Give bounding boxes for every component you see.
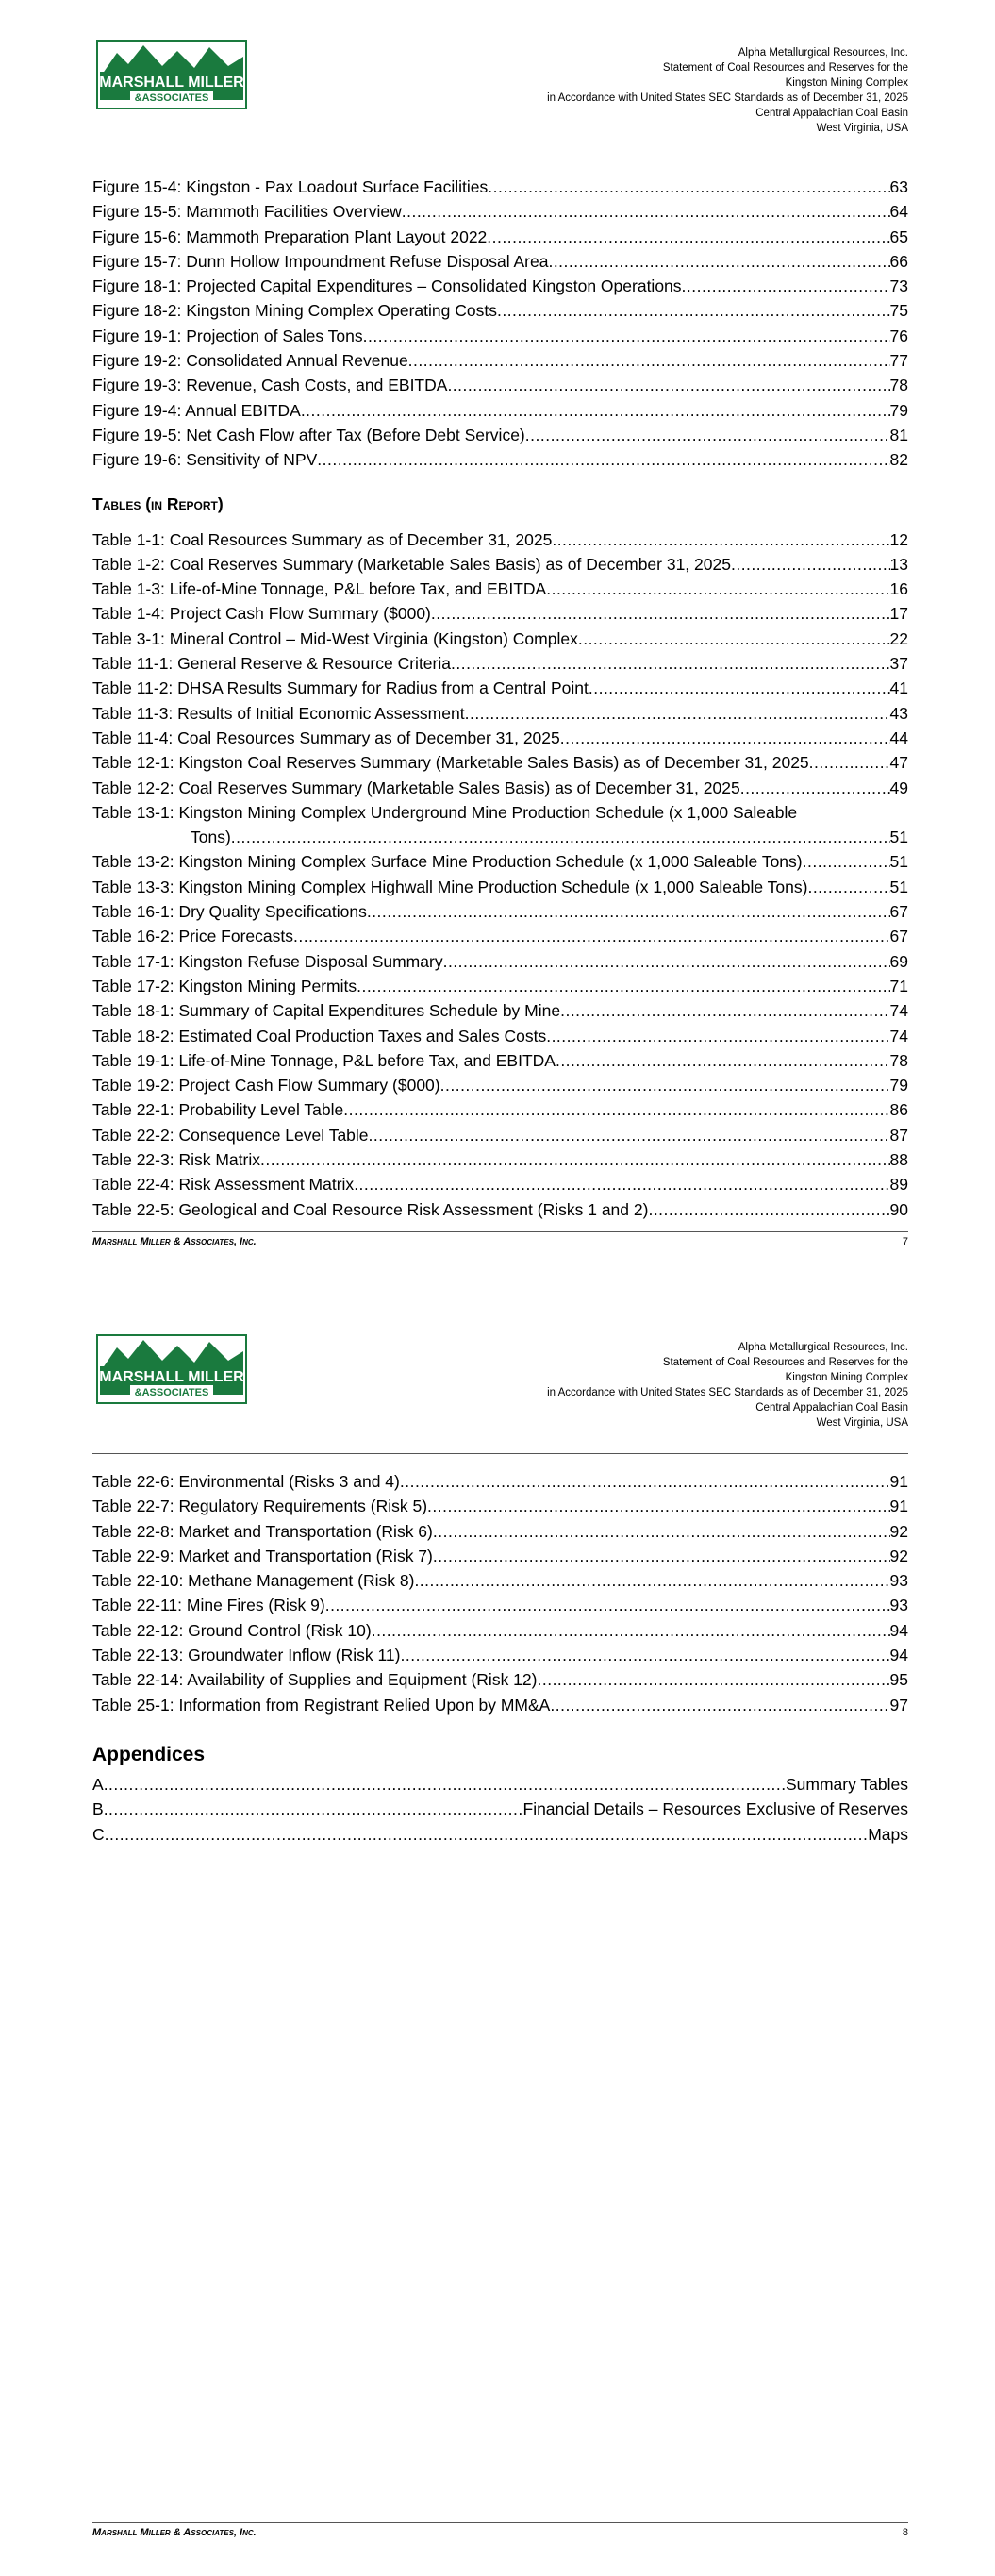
toc-entry-page: 97 — [889, 1695, 908, 1715]
leader-dots — [560, 998, 889, 1023]
toc-entry-label: Figure 18-2: Kingston Mining Complex Operating Costs — [92, 301, 497, 321]
toc-entry-label: Table 22-3: Risk Matrix — [92, 1149, 260, 1169]
toc-entry-page: 94 — [889, 1620, 908, 1640]
toc-entry[interactable] — [92, 875, 908, 899]
toc-entry[interactable] — [92, 324, 908, 348]
toc-entry-page: 37 — [889, 654, 908, 674]
leader-dots — [357, 974, 889, 998]
toc-entry[interactable] — [92, 298, 908, 323]
toc-entry[interactable] — [92, 1172, 908, 1196]
leader-dots — [497, 298, 890, 323]
toc-entry-label: Figure 19-4: Annual EBITDA — [92, 400, 301, 420]
leader-dots — [431, 601, 890, 626]
toc-entry-label: Table 22-11: Mine Fires (Risk 9) — [92, 1596, 325, 1615]
header-line: Statement of Coal Resources and Reserves for the — [662, 62, 908, 74]
toc-entry-page: Maps — [868, 1824, 908, 1844]
header-line: Central Appalachian Coal Basin — [755, 108, 908, 119]
toc-entry[interactable] — [92, 676, 908, 700]
leader-dots — [354, 1172, 889, 1196]
toc-entry-page: 87 — [889, 1125, 908, 1145]
toc-entry-page: 94 — [889, 1646, 908, 1665]
toc-entry-page: 41 — [889, 678, 908, 698]
leader-dots — [550, 1693, 889, 1717]
toc-entry-label: Table 22-1: Probability Level Table — [92, 1100, 344, 1120]
toc-entry-page: 81 — [889, 425, 908, 444]
leader-dots — [433, 1544, 890, 1568]
leader-dots — [809, 750, 890, 775]
toc-entry-label: Table 22-9: Market and Transportation (Risk 7) — [92, 1546, 433, 1565]
toc-entry[interactable] — [92, 1073, 908, 1097]
toc-entry-page: 17 — [889, 604, 908, 624]
toc-entry-page: 88 — [889, 1149, 908, 1169]
toc-entry-page: 89 — [889, 1175, 908, 1195]
toc-entry[interactable] — [92, 1797, 908, 1821]
tables-list — [92, 1469, 908, 1717]
tables-list — [92, 849, 908, 1221]
toc-entry-page: 43 — [889, 703, 908, 723]
toc-entry-page: 73 — [889, 276, 908, 296]
toc-entry[interactable] — [92, 527, 908, 552]
leader-dots — [104, 1797, 523, 1821]
toc-entry-label: Table 11-3: Results of Initial Economic Assessment — [92, 703, 465, 723]
toc-entry-page: 64 — [889, 202, 908, 222]
toc-entry-label: Table 22-13: Groundwater Inflow (Risk 11) — [92, 1646, 401, 1665]
leader-dots — [560, 726, 890, 750]
page-8 — [0, 1295, 995, 2576]
toc-entry-page: 71 — [889, 976, 908, 995]
toc-entry-label: Table 1-2: Coal Reserves Summary (Marketable Sales Basis) as of December 31, 2025 — [92, 554, 731, 574]
toc-entry[interactable] — [92, 1667, 908, 1692]
toc-entry-page: 51 — [889, 852, 908, 872]
leader-dots — [363, 324, 890, 348]
toc-entry-continued[interactable] — [92, 825, 908, 849]
toc-entry[interactable] — [92, 1544, 908, 1568]
mma-logo — [96, 40, 247, 109]
toc-entry[interactable] — [92, 899, 908, 924]
toc-entry-page: 86 — [889, 1100, 908, 1120]
leader-dots — [372, 1618, 890, 1643]
toc-entry[interactable] — [92, 726, 908, 750]
toc-entry-page: 92 — [889, 1521, 908, 1541]
toc-entry-label: Figure 19-6: Sensitivity of NPV — [92, 450, 318, 470]
toc-entry-label: Table 12-1: Kingston Coal Reserves Summary (Marketable Sales Basis) as of December 31, 2025 — [92, 753, 809, 773]
leader-dots — [487, 225, 889, 249]
leader-dots — [293, 924, 890, 948]
toc-entry-label: Table 1-4: Project Cash Flow Summary ($000) — [92, 604, 431, 624]
leader-dots — [803, 849, 890, 874]
logo-text-top: MARSHALL MILLER — [99, 1369, 244, 1385]
toc-entry-page: 91 — [889, 1497, 908, 1516]
toc-entry-page: 90 — [889, 1199, 908, 1219]
leader-dots — [731, 552, 890, 577]
toc-entry-page: 82 — [889, 450, 908, 470]
toc-entry-label: Table 1-3: Life-of-Mine Tonnage, P&L before Tax, and EBITDA — [92, 579, 547, 599]
toc-entry-label: Table 16-2: Price Forecasts — [92, 927, 294, 946]
toc-entry-label: Table 17-1: Kingston Refuse Disposal Summary — [92, 951, 443, 971]
toc-entry-page: 75 — [889, 301, 908, 321]
toc-entry[interactable] — [92, 924, 908, 948]
leader-dots — [105, 1822, 869, 1847]
toc-entry-label: Table 13-2: Kingston Mining Complex Surface Mine Production Schedule (x 1,000 Saleable Tons) — [92, 852, 803, 872]
toc-entry[interactable] — [92, 1469, 908, 1494]
leader-dots — [546, 577, 889, 601]
header-line: Kingston Mining Complex — [785, 77, 908, 89]
leader-dots — [648, 1197, 889, 1222]
leader-dots — [546, 1024, 889, 1048]
toc-entry-label: Table 13-3: Kingston Mining Complex Highwall Mine Production Schedule (x 1,000 Saleable Tons) — [92, 877, 808, 896]
toc-entry-page: 77 — [889, 351, 908, 371]
toc-entry-page: 65 — [889, 226, 908, 246]
toc-entry-page: 78 — [889, 376, 908, 395]
logo-text-bottom: &ASSOCIATES — [134, 1387, 209, 1398]
leader-dots — [369, 1123, 890, 1147]
header-line: Statement of Coal Resources and Reserves for the — [662, 1357, 908, 1368]
toc-entry[interactable] — [92, 750, 908, 775]
leader-dots — [400, 1469, 890, 1494]
toc-entry-page: Financial Details – Resources Exclusive of Reserves — [522, 1799, 908, 1819]
logo-text-bottom: &ASSOCIATES — [134, 92, 209, 104]
toc-entry[interactable] — [92, 1693, 908, 1717]
leader-dots — [488, 175, 889, 199]
toc-entry-label: Figure 19-1: Projection of Sales Tons — [92, 326, 363, 345]
toc-entry[interactable] — [92, 274, 908, 298]
leader-dots — [552, 527, 889, 552]
page-number: 7 — [902, 1236, 908, 1247]
tables-list — [92, 527, 908, 800]
toc-entry-label: Table 22-4: Risk Assessment Matrix — [92, 1175, 355, 1195]
toc-entry-label: C — [92, 1824, 105, 1844]
toc-entry-page: 44 — [889, 728, 908, 747]
toc-entry-label: Table 18-2: Estimated Coal Production Taxes and Sales Costs — [92, 1026, 547, 1045]
toc-entry-label: Table 22-2: Consequence Level Table — [92, 1125, 369, 1145]
toc-entry[interactable] — [92, 1097, 908, 1122]
toc-entry[interactable] — [92, 1048, 908, 1073]
toc-entry[interactable] — [92, 949, 908, 974]
leader-dots — [231, 825, 890, 849]
leader-dots — [427, 1494, 890, 1518]
toc-entry-label: B — [92, 1799, 104, 1819]
leader-dots — [451, 651, 890, 676]
toc-entry[interactable] — [92, 1494, 908, 1518]
toc-entry-label: Table 16-1: Dry Quality Specifications — [92, 902, 367, 922]
leader-dots — [260, 1147, 890, 1172]
toc-entry[interactable] — [92, 1618, 908, 1643]
leader-dots — [317, 447, 889, 472]
toc-entry[interactable] — [92, 1772, 908, 1797]
leader-dots — [525, 423, 890, 447]
toc-entry-label: Table 19-1: Life-of-Mine Tonnage, P&L before Tax, and EBITDA — [92, 1050, 556, 1070]
toc-entry[interactable] — [92, 447, 908, 472]
appendices-list — [92, 1772, 908, 1847]
leader-dots — [104, 1772, 786, 1797]
toc-entry-label: Table 11-4: Coal Resources Summary as of December 31, 2025 — [92, 728, 560, 747]
toc-entry-label: Figure 19-3: Revenue, Cash Costs, and EBITDA — [92, 376, 448, 395]
toc-entry-page: Summary Tables — [785, 1774, 908, 1794]
leader-dots — [325, 1593, 890, 1617]
toc-entry-label: Table 22-12: Ground Control (Risk 10) — [92, 1620, 372, 1640]
toc-entry[interactable] — [92, 225, 908, 249]
header-line: in Accordance with United States SEC Standards as of December 31, 2025 — [547, 1387, 908, 1398]
toc-entry-label: Table 13-1: Kingston Mining Complex Underground Mine Production Schedule (x 1,000 Saleable — [92, 802, 798, 822]
leader-dots — [682, 274, 890, 298]
page-number: 8 — [902, 2527, 908, 2538]
header-line: West Virginia, USA — [816, 123, 908, 134]
toc-entry-label: Figure 19-2: Consolidated Annual Revenue — [92, 351, 408, 371]
toc-entry-page: 93 — [889, 1596, 908, 1615]
toc-entry-label: Table 25-1: Information from Registrant Relied Upon by MM&A — [92, 1695, 551, 1715]
toc-list — [92, 175, 908, 1222]
footer-company: Marshall Miller & Associates, Inc. — [92, 2527, 257, 2538]
toc-entry-label: A — [92, 1774, 104, 1794]
toc-entry-page: 63 — [889, 177, 908, 196]
leader-dots — [447, 373, 889, 397]
toc-entry-page: 76 — [889, 326, 908, 345]
figures-list — [92, 175, 908, 473]
toc-entry[interactable] — [92, 1593, 908, 1617]
toc-entry-page: 78 — [889, 1050, 908, 1070]
toc-entry-label: Table 22-6: Environmental (Risks 3 and 4) — [92, 1472, 400, 1491]
toc-entry-page: 67 — [889, 927, 908, 946]
header-line: Central Appalachian Coal Basin — [755, 1402, 908, 1413]
toc-entry[interactable] — [92, 199, 908, 224]
leader-dots — [537, 1667, 889, 1692]
toc-entry-label: Table 19-2: Project Cash Flow Summary ($000) — [92, 1076, 440, 1096]
toc-entry[interactable] — [92, 373, 908, 397]
leader-dots — [343, 1097, 889, 1122]
leader-dots — [414, 1568, 889, 1593]
toc-entry[interactable] — [92, 849, 908, 874]
toc-entry-page: 79 — [889, 400, 908, 420]
document-header — [380, 1340, 908, 1430]
leader-dots — [589, 676, 890, 700]
footer-divider — [92, 2522, 908, 2523]
mma-logo — [96, 1334, 247, 1404]
header-line: West Virginia, USA — [816, 1417, 908, 1429]
toc-entry[interactable] — [92, 348, 908, 373]
toc-entry[interactable] — [92, 601, 908, 626]
toc-entry[interactable] — [92, 1519, 908, 1544]
toc-entry-label: Figure 15-6: Mammoth Preparation Plant Layout 2022 — [92, 226, 488, 246]
toc-entry-label: Figure 18-1: Projected Capital Expenditures – Consolidated Kingston Operations — [92, 276, 682, 296]
toc-entry-label: Table 11-1: General Reserve & Resource Criteria — [92, 654, 451, 674]
toc-entry[interactable] — [92, 423, 908, 447]
toc-entry-page: 66 — [889, 251, 908, 271]
toc-entry-label: Table 22-10: Methane Management (Risk 8) — [92, 1571, 415, 1591]
toc-entry-page: 16 — [889, 579, 908, 599]
toc-entry-label: Table 18-1: Summary of Capital Expenditures Schedule by Mine — [92, 1001, 561, 1021]
toc-entry[interactable] — [92, 998, 908, 1023]
toc-entry[interactable] — [92, 1024, 908, 1048]
toc-entry[interactable] — [92, 800, 908, 825]
leader-dots — [465, 701, 890, 726]
toc-entry-page: 92 — [889, 1546, 908, 1565]
toc-entry[interactable] — [92, 1197, 908, 1222]
header-company: Alpha Metallurgical Resources, Inc. — [738, 1342, 908, 1353]
toc-entry[interactable] — [92, 1822, 908, 1847]
toc-entry-label: Table 22-5: Geological and Coal Resource Risk Assessment (Risks 1 and 2) — [92, 1199, 649, 1219]
footer-company: Marshall Miller & Associates, Inc. — [92, 1236, 257, 1247]
toc-entry-page: 74 — [889, 1001, 908, 1021]
leader-dots — [578, 627, 890, 651]
toc-entry-page: 91 — [889, 1472, 908, 1491]
toc-entry-page: 95 — [889, 1670, 908, 1690]
appendices-heading: Appendices — [92, 1743, 206, 1765]
toc-entry-page: 13 — [889, 554, 908, 574]
toc-entry-label: Table 17-2: Kingston Mining Permits — [92, 976, 357, 995]
toc-entry-label: Table 11-2: DHSA Results Summary for Radius from a Central Point — [92, 678, 589, 698]
leader-dots — [367, 899, 890, 924]
leader-dots — [548, 249, 889, 274]
leader-dots — [301, 398, 890, 423]
header-divider — [92, 1453, 908, 1454]
toc-entry-label: Figure 15-5: Mammoth Facilities Overview — [92, 202, 402, 222]
logo-text-top: MARSHALL MILLER — [99, 75, 244, 91]
tables-heading: Tables (in Report) — [92, 493, 224, 513]
toc-entry[interactable] — [92, 175, 908, 199]
toc-entry-page: 69 — [889, 951, 908, 971]
toc-entry-label: Figure 15-4: Kingston - Pax Loadout Surface Facilities — [92, 177, 489, 196]
toc-entry[interactable] — [92, 651, 908, 676]
footer-divider — [92, 1231, 908, 1232]
toc-entry[interactable] — [92, 249, 908, 274]
toc-entry-label: Table 12-2: Coal Reserves Summary (Marketable Sales Basis) as of December 31, 2025 — [92, 778, 740, 797]
toc-entry-page: 49 — [889, 778, 908, 797]
toc-entry-page: 93 — [889, 1571, 908, 1591]
toc-entry[interactable] — [92, 1643, 908, 1667]
toc-entry-page: 67 — [889, 902, 908, 922]
leader-dots — [740, 776, 890, 800]
toc-entry-page: 47 — [889, 753, 908, 773]
leader-dots — [401, 1643, 890, 1667]
toc-entry-page: 51 — [889, 828, 908, 847]
toc-entry[interactable] — [92, 701, 908, 726]
toc-entry-page: 74 — [889, 1026, 908, 1045]
toc-entry[interactable] — [92, 1123, 908, 1147]
toc-list — [92, 1469, 908, 1847]
toc-entry-page: 22 — [889, 628, 908, 648]
toc-entry-page: 79 — [889, 1076, 908, 1096]
toc-entry-label: Table 3-1: Mineral Control – Mid-West Virginia (Kingston) Complex — [92, 628, 578, 648]
leader-dots — [408, 348, 890, 373]
leader-dots — [443, 949, 890, 974]
toc-entry-label: Figure 15-7: Dunn Hollow Impoundment Refuse Disposal Area — [92, 251, 549, 271]
toc-entry-label: Table 22-14: Availability of Supplies and Equipment (Risk 12) — [92, 1670, 538, 1690]
header-line: Kingston Mining Complex — [785, 1372, 908, 1383]
toc-entry-label: Table 1-1: Coal Resources Summary as of December 31, 2025 — [92, 529, 553, 549]
leader-dots — [402, 199, 890, 224]
toc-entry[interactable] — [92, 776, 908, 800]
leader-dots — [807, 875, 889, 899]
header-company: Alpha Metallurgical Resources, Inc. — [738, 47, 908, 59]
toc-entry-label: Tons) — [191, 828, 231, 847]
toc-entry[interactable] — [92, 398, 908, 423]
toc-entry[interactable] — [92, 627, 908, 651]
toc-entry-page: 51 — [889, 877, 908, 896]
document-header — [380, 45, 908, 136]
toc-entry[interactable] — [92, 577, 908, 601]
toc-entry-label: Table 22-8: Market and Transportation (Risk 6) — [92, 1521, 433, 1541]
header-line: in Accordance with United States SEC Standards as of December 31, 2025 — [547, 92, 908, 104]
toc-entry[interactable] — [92, 552, 908, 577]
toc-entry[interactable] — [92, 1568, 908, 1593]
leader-dots — [556, 1048, 890, 1073]
leader-dots — [433, 1519, 890, 1544]
toc-entry-page: 12 — [889, 529, 908, 549]
toc-entry-label: Table 22-7: Regulatory Requirements (Risk 5) — [92, 1497, 428, 1516]
toc-entry[interactable] — [92, 974, 908, 998]
toc-entry[interactable] — [92, 1147, 908, 1172]
leader-dots — [440, 1073, 890, 1097]
toc-entry-label: Figure 19-5: Net Cash Flow after Tax (Before Debt Service) — [92, 425, 525, 444]
